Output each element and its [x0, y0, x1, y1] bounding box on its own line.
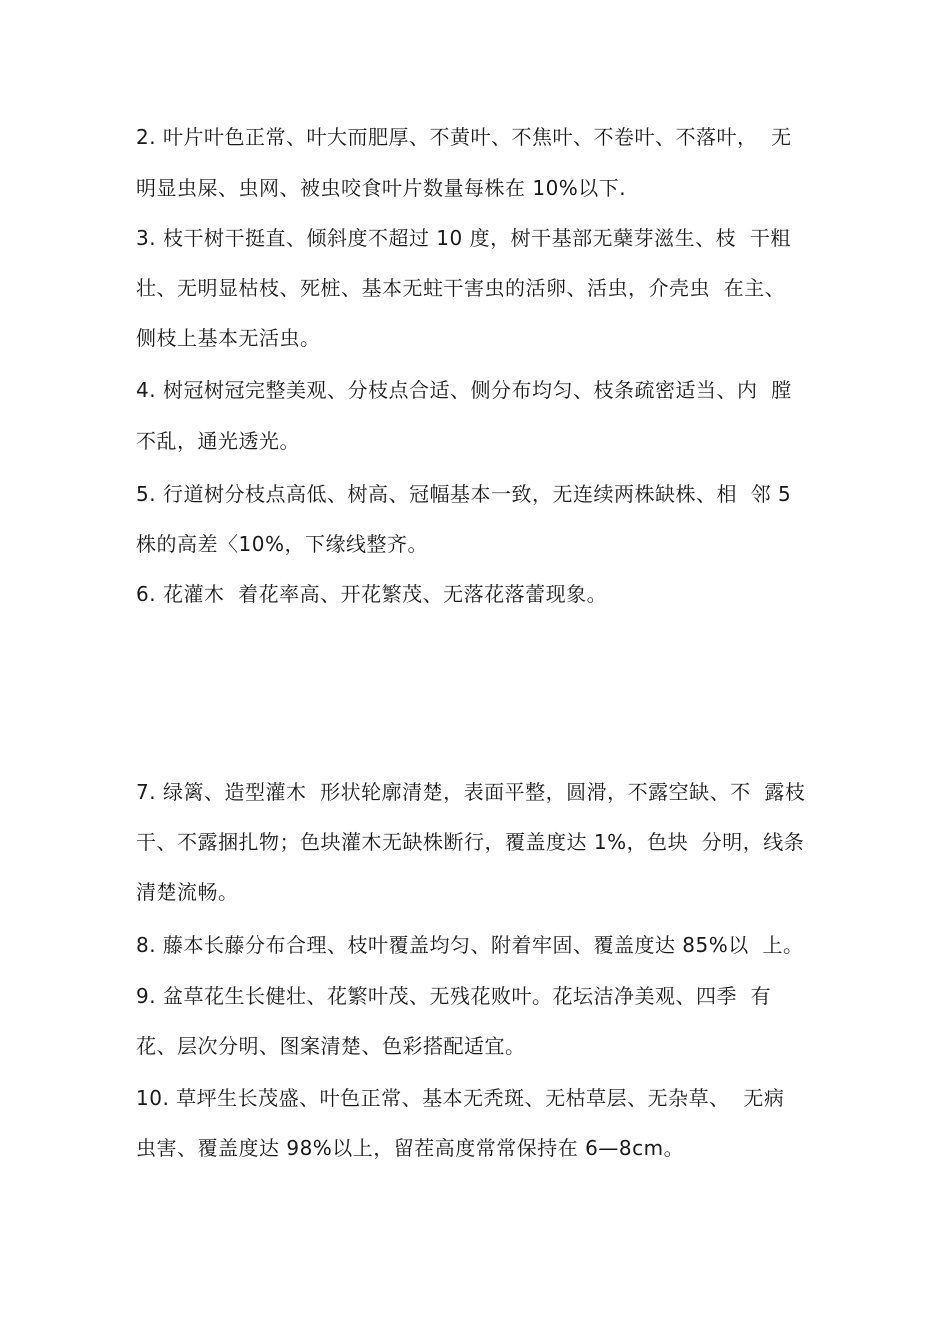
item-4-line-2: 不乱，通光透光。	[136, 429, 300, 453]
item-5-line-1: 5. 行道树分枝点高低、树高、冠幅基本一致，无连续两株缺株、相 邻 5	[136, 482, 792, 506]
item-2-line-2: 明显虫屎、虫网、被虫咬食叶片数量每株在 10%以下.	[136, 176, 627, 200]
item-2-line-1: 2. 叶片叶色正常、叶大而肥厚、不黄叶、不焦叶、不卷叶、不落叶， 无	[136, 125, 792, 149]
item-7-line-3: 清楚流畅。	[136, 880, 239, 904]
item-3-line-2: 壮、无明显枯枝、死桩、基本无蛀干害虫的活卵、活虫，介壳虫 在主、	[136, 276, 786, 300]
item-9-line-1: 9. 盆草花生长健壮、花繁叶茂、无残花败叶。花坛洁净美观、四季 有	[136, 984, 772, 1008]
item-4-line-1: 4. 树冠树冠完整美观、分枝点合适、侧分布均匀、枝条疏密适当、内 膛	[136, 378, 792, 402]
item-10-line-1: 10. 草坪生长茂盛、叶色正常、基本无秃斑、无枯草层、无杂草、 无病	[136, 1086, 785, 1110]
item-10-line-2: 虫害、覆盖度达 98%以上，留茬高度常常保持在 6—8cm。	[136, 1136, 685, 1160]
item-9-line-2: 花、层次分明、图案清楚、色彩搭配适宜。	[136, 1034, 526, 1058]
item-7-line-1: 7. 绿篱、造型灌木 形状轮廓清楚，表面平整，圆滑，不露空缺、不 露枝	[136, 780, 806, 804]
item-8-line-1: 8. 藤本长藤分布合理、枝叶覆盖均匀、附着牢固、覆盖度达 85%以 上。	[136, 933, 804, 957]
item-5-line-2: 株的高差〈10%，下缘线整齐。	[136, 532, 428, 556]
item-3-line-3: 侧枝上基本无活虫。	[136, 326, 321, 350]
item-7-line-2: 干、不露捆扎物；色块灌木无缺株断行，覆盖度达 1%，色块 分明，线条	[136, 830, 805, 854]
item-6-line-1: 6. 花灌木 着花率高、开花繁茂、无落花落蕾现象。	[136, 582, 608, 606]
item-3-line-1: 3. 枝干树干挺直、倾斜度不超过 10 度，树干基部无蘖芽滋生、枝 干粗	[136, 226, 791, 250]
